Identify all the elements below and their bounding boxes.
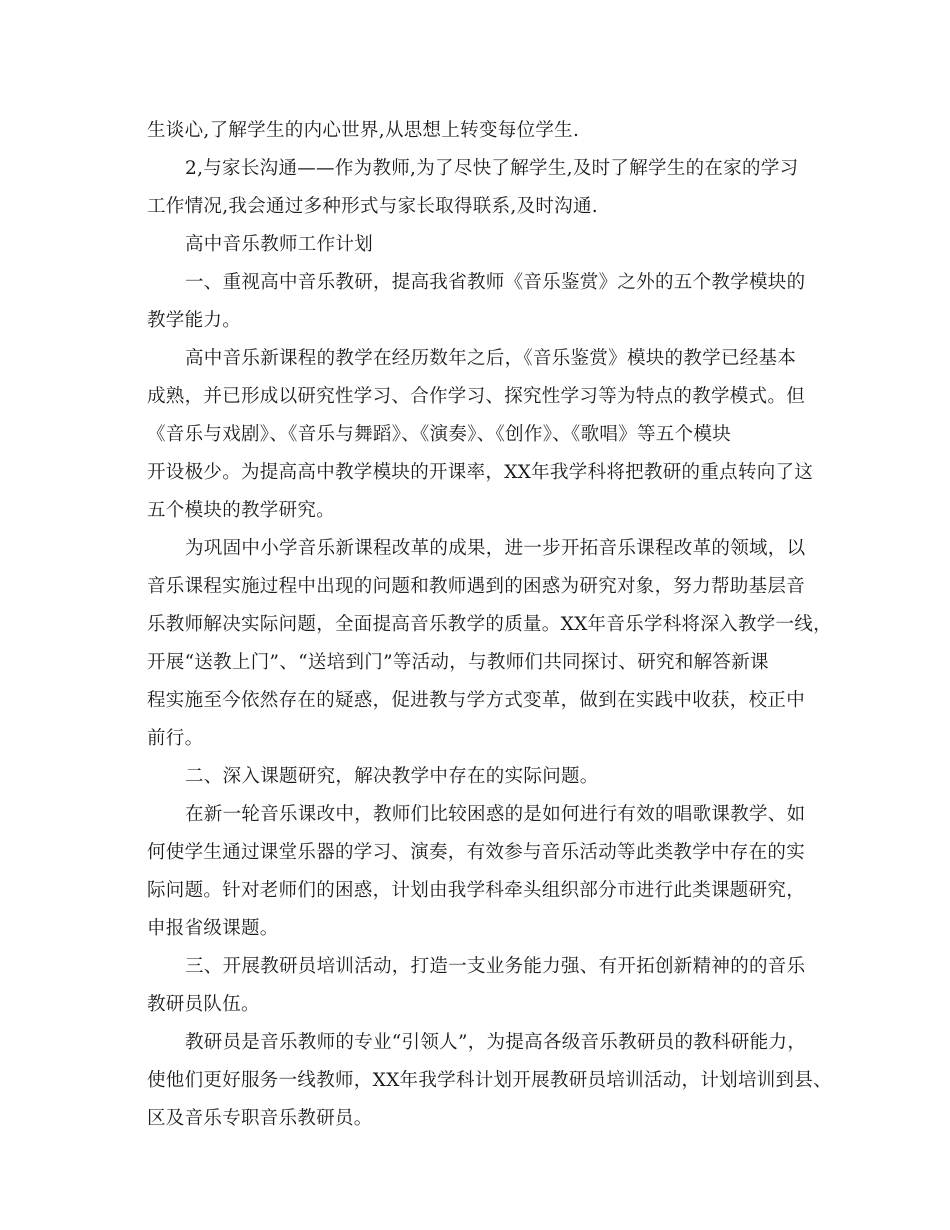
text-line: 教研员是音乐教师的专业“引领人”，为提高各级音乐教研员的教科研能力， (185, 1032, 807, 1053)
text-line: 在新一轮音乐课改中，教师们比较困惑的是如何进行有效的唱歌课教学、如 (185, 804, 806, 825)
text-line: 教学能力。 (147, 310, 242, 331)
heading-one: 一、重视高中音乐教研，提高我省教师《音乐鉴赏》之外的五个教学模块的 (185, 272, 806, 293)
text-line: 2,与家长沟通——作为教师,为了尽快了解学生,及时了解学生的在家的学习 (185, 158, 799, 179)
text-line: 为巩固中小学音乐新课程改革的成果，进一步开拓音乐课程改革的领域，以 (185, 538, 806, 559)
text-line: 程实施至今依然存在的疑惑，促进教与学方式变革，做到在实践中收获，校正中 (147, 690, 806, 711)
heading-three: 三、开展教研员培训活动，打造一支业务能力强、有开拓创新精神的的音乐 (185, 956, 806, 977)
text-line: 开展“送教上门”、“送培到门”等活动，与教师们共同探讨、研究和解答新课 (147, 652, 769, 673)
text-line: 申报省级课题。 (147, 918, 279, 939)
text-line: 成熟，并已形成以研究性学习、合作学习、探究性学习等为特点的教学模式。但 (147, 386, 806, 407)
document-body (147, 112, 832, 1138)
heading-two: 二、深入课题研究，解决教学中存在的实际问题。 (185, 766, 599, 787)
text-line: 教研员队伍。 (147, 994, 260, 1015)
text-line: 音乐课程实施过程中出现的问题和教师遇到的困惑为研究对象，努力帮助基层音 (147, 576, 806, 597)
text-line: 五个模块的教学研究。 (147, 500, 336, 521)
text-line: 《音乐与戏剧》、《音乐与舞蹈》、《演奏》、《创作》、《歌唱》等五个模块 (147, 424, 732, 445)
text-line: 区及音乐专职音乐教研员。 (147, 1108, 373, 1129)
text-line: 际问题。针对老师们的困惑，计划由我学科牵头组织部分市进行此类课题研究， (147, 880, 806, 901)
text-line: 生谈心,了解学生的内心世界,从思想上转变每位学生. (147, 120, 580, 141)
text-line: 高中音乐新课程的教学在经历数年之后，《音乐鉴赏》模块的教学已经基本 (185, 348, 797, 369)
text-line: 前行。 (147, 728, 204, 749)
text-line: 乐教师解决实际问题，全面提高音乐教学的质量。XX年音乐学科将深入教学一线， (147, 614, 832, 635)
section-title: 高中音乐教师工作计划 (185, 234, 374, 255)
text-line: 何使学生通过课堂乐器的学习、演奏，有效参与音乐活动等此类教学中存在的实 (147, 842, 806, 863)
text-line: 使他们更好服务一线教师，XX年我学科计划开展教研员培训活动，计划培训到县、 (147, 1070, 832, 1091)
text-line: 开设极少。为提高高中教学模块的开课率，XX年我学科将把教研的重点转向了这 (147, 462, 814, 483)
text-line: 工作情况,我会通过多种形式与家长取得联系,及时沟通. (147, 196, 598, 217)
